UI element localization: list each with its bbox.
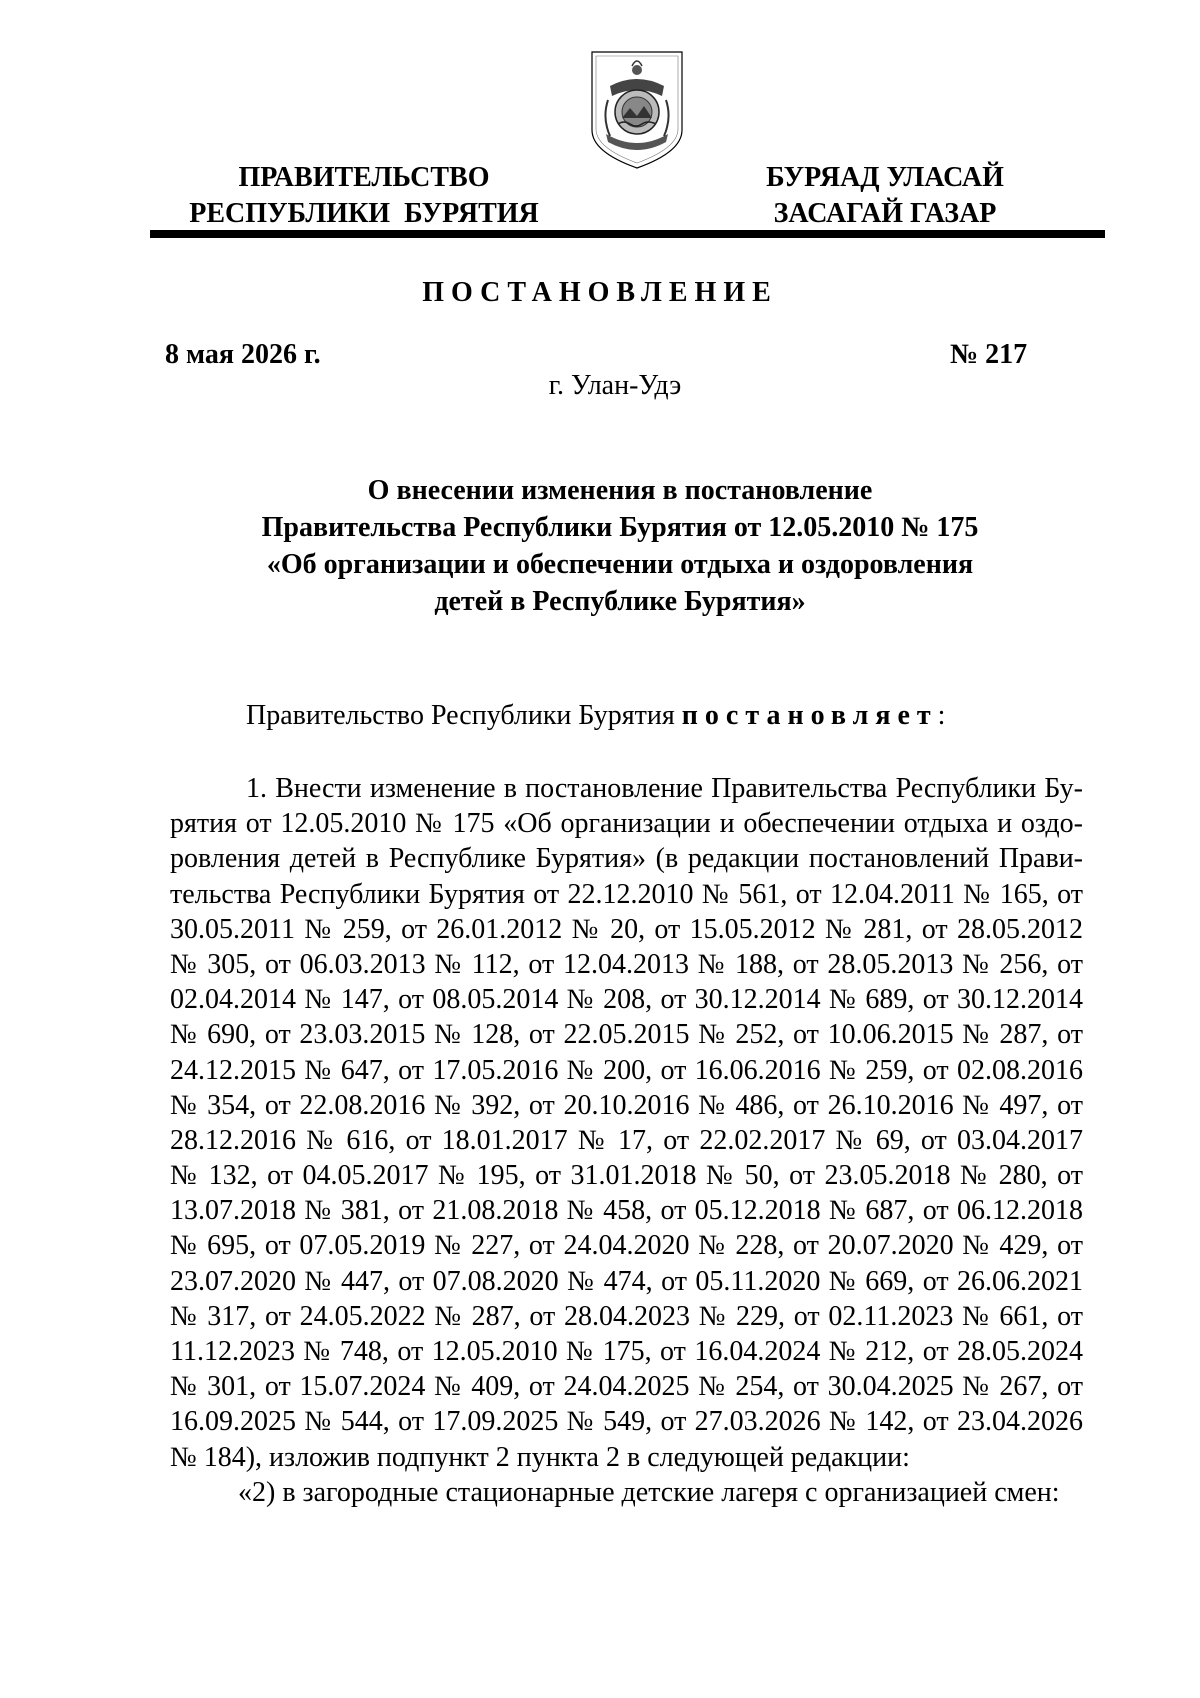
body-line: тельства Республики Бурятия от 22.12.2010 № 561, от 12.04.2011 № 165, от (170, 878, 1083, 910)
header-divider (150, 230, 1105, 238)
body-line: № 132, от 04.05.2017 № 195, от 31.01.2018 № 50, от 23.05.2018 № 280, от (170, 1160, 1083, 1192)
document-city: г. Улан-Удэ (548, 370, 682, 401)
title-line: детей в Республике Бурятия» (434, 586, 806, 617)
government-name-russian-line2: РЕСПУБЛИКИ БУРЯТИЯ (189, 198, 539, 229)
preamble-text: Правительство Республики Бурятия (246, 700, 682, 731)
body-line: рятия от 12.05.2010 № 175 «Об организации и обеспечении отдыха и оздо- (170, 808, 1083, 840)
title-line: О внесении изменения в постановление (367, 475, 873, 506)
title-line: Правительства Республики Бурятия от 12.05.2010 № 175 (261, 512, 979, 543)
body-line: 24.12.2015 № 647, от 17.05.2016 № 200, от 16.06.2016 № 259, от 02.08.2016 (170, 1054, 1083, 1086)
body-line: № 690, от 23.03.2015 № 128, от 22.05.2015 № 252, от 10.06.2015 № 287, от (170, 1019, 1083, 1051)
document-body (170, 771, 1083, 1510)
document-title (200, 472, 1040, 620)
government-name-buryat-line2: ЗАСАГАЙ ГАЗАР (773, 198, 997, 229)
body-line: 1. Внести изменение в постановление Правительства Республики Бу- (246, 773, 1083, 804)
body-line: № 354, от 22.08.2016 № 392, от 20.10.2016 № 486, от 26.10.2016 № 497, от (170, 1089, 1083, 1121)
preamble (246, 700, 945, 732)
body-line: 13.07.2018 № 381, от 21.08.2018 № 458, от 05.12.2018 № 687, от 06.12.2018 (170, 1195, 1083, 1227)
government-name-buryat (742, 160, 1028, 232)
body-line: № 301, от 15.07.2024 № 409, от 24.04.2025 № 254, от 30.04.2025 № 267, от (170, 1371, 1083, 1403)
body-line: «2) в загородные стационарные детские лагеря с организацией смен: (238, 1476, 1060, 1508)
government-name-russian (178, 160, 550, 232)
body-line: 11.12.2023 № 748, от 12.05.2010 № 175, от 16.04.2024 № 212, от 28.05.2024 (170, 1336, 1083, 1367)
title-line: «Об организации и обеспечении отдыха и оздоровления (266, 549, 974, 580)
body-line: 02.04.2014 № 147, от 08.05.2014 № 208, от 30.12.2014 № 689, от 30.12.2014 (170, 984, 1083, 1016)
body-line: № 184), изложив подпункт 2 пункта 2 в следующей редакции: (170, 1441, 910, 1473)
government-name-russian-line1: ПРАВИТЕЛЬСТВО (238, 162, 490, 193)
body-line: № 317, от 24.05.2022 № 287, от 28.04.2023 № 229, от 02.11.2023 № 661, от (170, 1300, 1083, 1332)
coat-of-arms-icon (588, 48, 686, 172)
preamble-verb: постановляет (681, 700, 938, 731)
preamble-colon: : (937, 700, 946, 731)
document-date: 8 мая 2026 г. (165, 339, 321, 370)
body-line: № 305, от 06.03.2013 № 112, от 12.04.2013 № 188, от 28.05.2013 № 256, от (170, 948, 1083, 980)
document-number: № 217 (950, 339, 1028, 370)
body-line: 23.07.2020 № 447, от 07.08.2020 № 474, от 05.11.2020 № 669, от 26.06.2021 (170, 1265, 1083, 1297)
government-name-buryat-line1: БУРЯАД УЛАСАЙ (766, 162, 1004, 193)
body-line: ровления детей в Республике Бурятия» (в редакции постановлений Прави- (170, 843, 1083, 875)
document-type: ПОСТАНОВЛЕНИЕ (422, 277, 778, 308)
body-line: 16.09.2025 № 544, от 17.09.2025 № 549, от 27.03.2026 № 142, от 23.04.2026 (170, 1406, 1083, 1438)
body-line: № 695, от 07.05.2019 № 227, от 24.04.2020 № 228, от 20.07.2020 № 429, от (170, 1230, 1083, 1262)
body-line: 28.12.2016 № 616, от 18.01.2017 № 17, от 22.02.2017 № 69, от 03.04.2017 (170, 1124, 1083, 1156)
body-line: 30.05.2011 № 259, от 26.01.2012 № 20, от 15.05.2012 № 281, от 28.05.2012 (170, 913, 1083, 945)
